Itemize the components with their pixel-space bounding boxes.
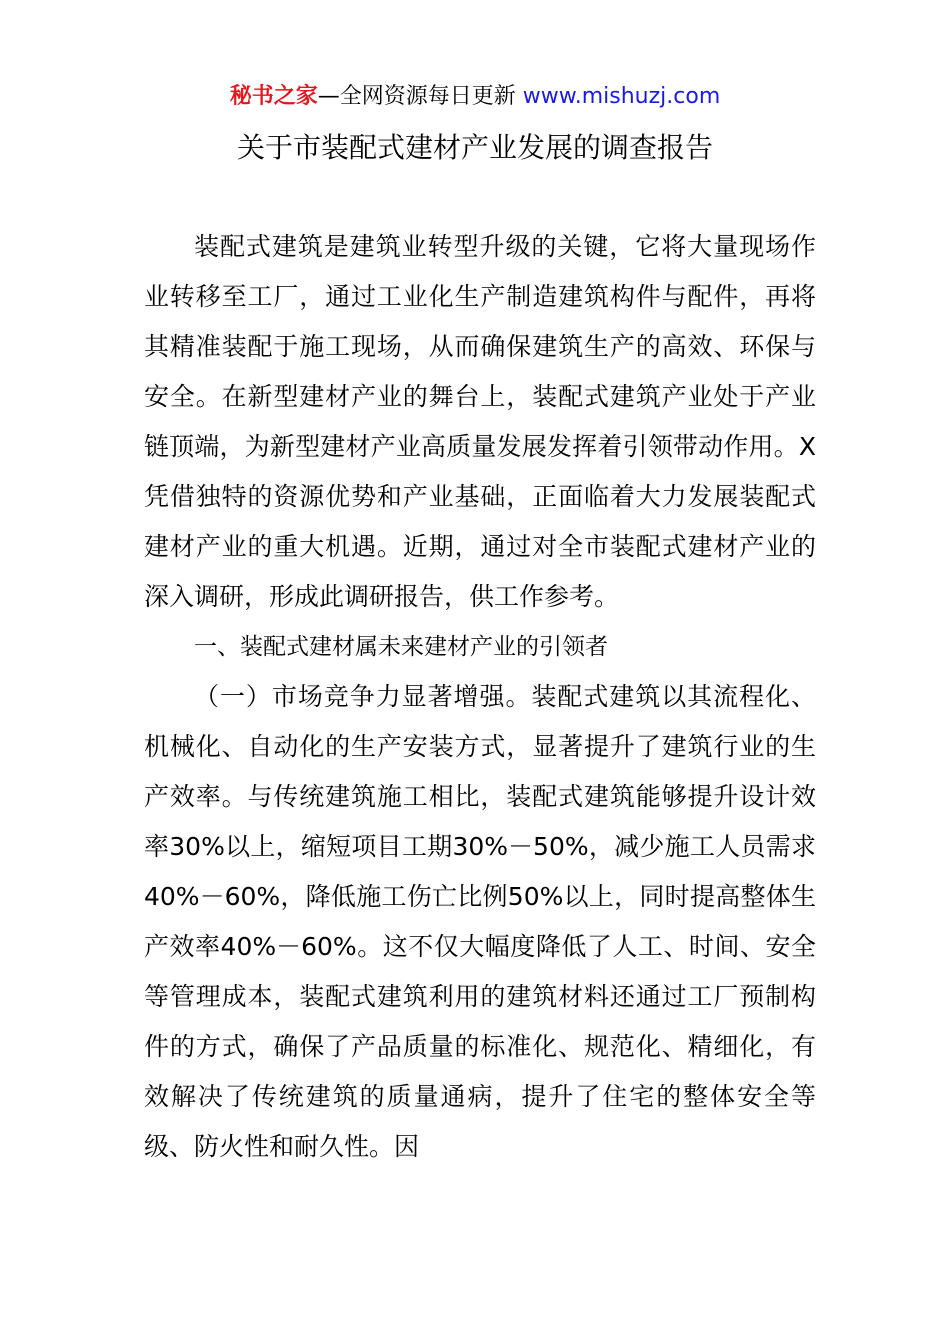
document-title: 关于市装配式建材产业发展的调查报告 — [236, 131, 713, 164]
site-url-link[interactable]: www.mishuzj.com — [522, 84, 721, 109]
section-paragraph: （一）市场竞争力显著增强。装配式建筑以其流程化、机械化、自动化的生产安装方式，显著提升了建筑行业的生产效率。与传统建筑施工相比，装配式建筑能够提升设计效率30%以上，缩短项目工期30%－50%，减少施工人员需求40%－60%，降低施工伤亡比例50%以上，同时提高整体生产效率40%－60%。这不仅大幅度降低了人工、时间、安全等管理成本，装配式建筑利用的建筑材料还通过工厂预制构件的方式，确保了产品质量的标准化、规范化、精细化，有效解决了传统建筑的质量通病，提升了住宅的整体安全等级、防火性和耐久性。因 — [144, 682, 816, 1161]
site-header — [0, 80, 950, 114]
header-tagline: —全网资源每日更新 — [317, 84, 516, 109]
intro-paragraph: 装配式建筑是建筑业转型升级的关键，它将大量现场作业转移至工厂，通过工业化生产制造建筑构件与配件，再将其精准装配于施工现场，从而确保建筑生产的高效、环保与安全。在新型建材产业的舞台上，装配式建筑产业处于产业链顶端，为新型建材产业高质量发展发挥着引领带动作用。X凭借独特的资源优势和产业基础，正面临着大力发展装配式建材产业的重大机遇。近期，通过对全市装配式建材产业的深入调研，形成此调研报告，供工作参考。 — [144, 232, 816, 611]
section-heading: 一、装配式建材属未来建材产业的引领者 — [194, 634, 608, 660]
brand-name: 秘书之家 — [229, 84, 318, 109]
document-body — [144, 222, 816, 1172]
